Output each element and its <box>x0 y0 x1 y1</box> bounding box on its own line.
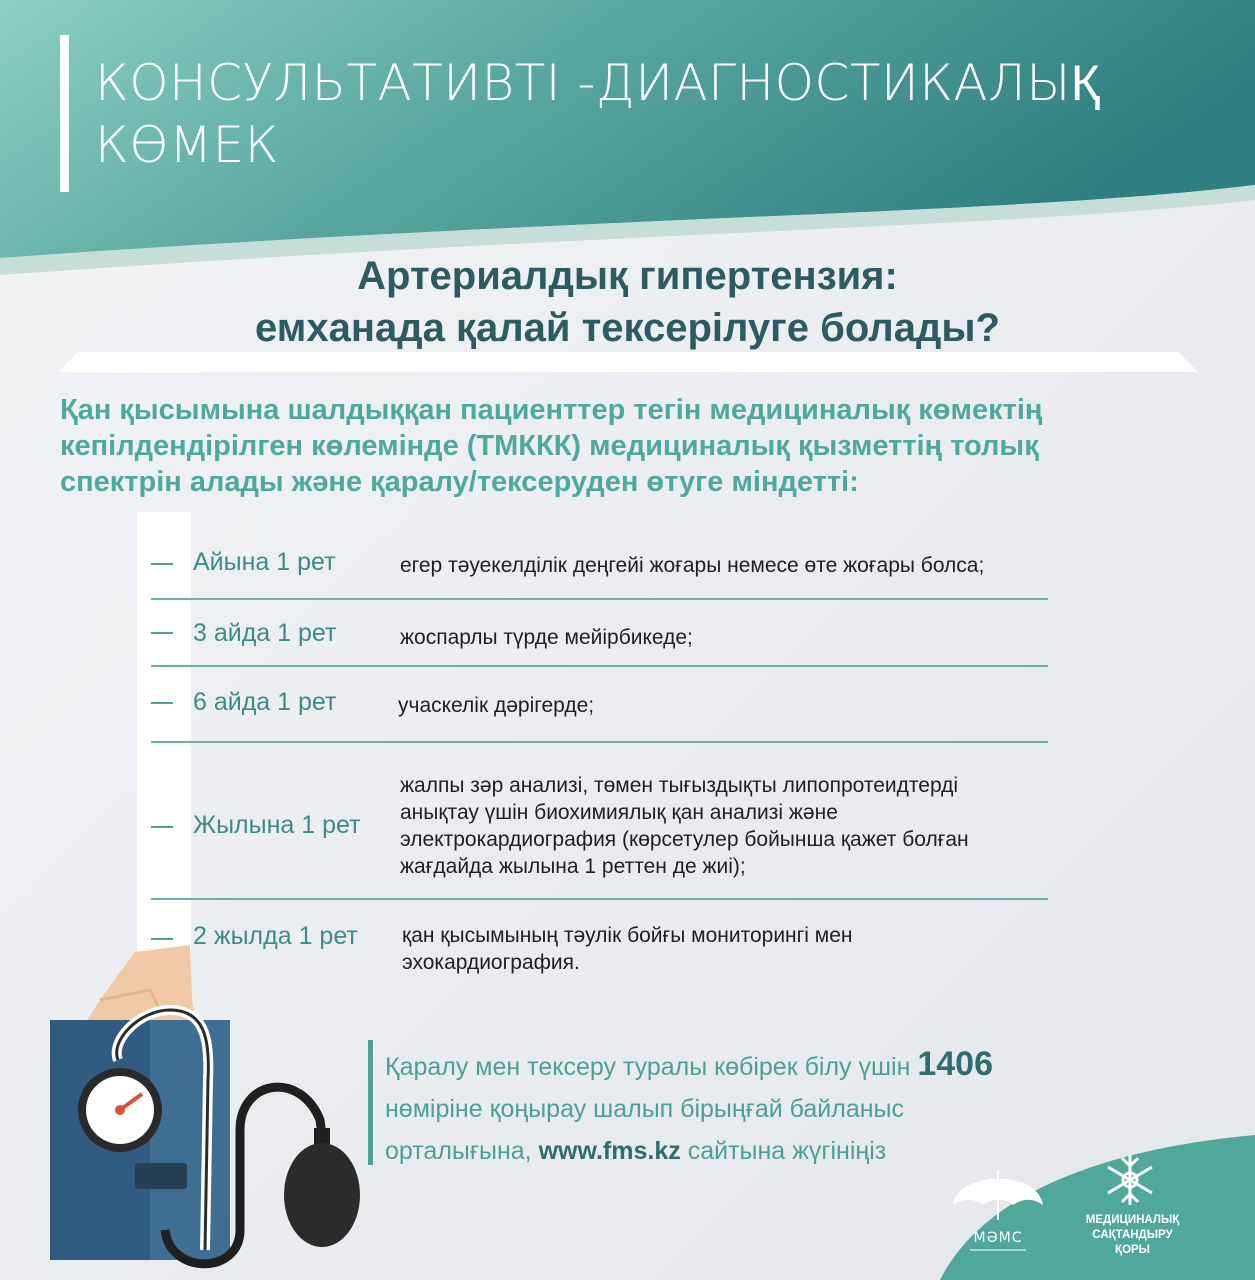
schedule-desc-line: учаскелік дәрігерде; <box>398 694 595 717</box>
subtitle-line-1: Артериалдық гипертензия: <box>357 254 898 298</box>
contact-text: Қаралу мен тексеру туралы көбірек білу үшін <box>385 1053 918 1081</box>
blood-pressure-monitor-illustration <box>0 930 380 1280</box>
row-divider <box>151 665 1048 667</box>
schedule-desc-line: жоспарлы түрде мейірбикеде; <box>400 626 693 649</box>
schedule-desc-line: жалпы зәр анализі, төмен тығыздықты липопротеидтерді <box>400 774 959 797</box>
row-divider <box>151 898 1048 900</box>
schedule-label-quarterly: 3 айда 1 рет <box>193 619 337 647</box>
row-divider <box>151 741 1048 743</box>
schedule-desc-line: анықтау үшін биохимиялық қан анализі және <box>400 801 838 824</box>
subtitle <box>0 250 1255 354</box>
fund-name <box>1070 1213 1195 1258</box>
mams-logo-label: МӘМС <box>973 1230 1023 1246</box>
umbrella-logo-icon <box>948 1150 1048 1278</box>
row-tick <box>151 702 173 704</box>
fund-name-line: МЕДИЦИНАЛЫҚ <box>1085 1214 1180 1226</box>
row-divider <box>151 598 1048 600</box>
row-tick <box>151 563 173 565</box>
title-accent-bar <box>60 35 69 192</box>
schedule-desc-line: қан қысымының тәулік бойғы мониторингі мен <box>402 924 853 947</box>
schedule-desc-line: жағдайда жылына 1 реттен де жиі); <box>400 855 746 878</box>
schedule-desc-quarterly <box>400 624 693 651</box>
cta-accent-bar <box>368 1040 373 1165</box>
contact-text: орталығына, <box>385 1137 539 1165</box>
schedule-desc-line: электрокардиография (көрсетулер бойынша қажет болған <box>400 828 969 851</box>
row-tick <box>151 632 173 634</box>
subtitle-shelf <box>58 352 1198 372</box>
page-title-line-1: КОНСУЛЬТАТИВТІ -ДИАГНОСТИКАЛЫҚ <box>95 54 1101 112</box>
schedule-desc-yearly <box>400 772 969 880</box>
schedule-label-biennial: 2 жылда 1 рет <box>193 922 358 950</box>
page-title <box>95 52 1100 176</box>
fund-name-line: САҚТАНДЫРУ <box>1092 1229 1173 1241</box>
subtitle-line-2: емханада қалай тексерілуге болады? <box>255 306 1000 350</box>
fund-name-line: ҚОРЫ <box>1115 1244 1150 1256</box>
schedule-desc-line: эхокардиография. <box>402 951 580 974</box>
intro-line-3: спектрін алады және қаралу/тексеруден өтуге міндетті: <box>60 466 859 498</box>
row-tick <box>151 826 173 828</box>
page-title-line-2: КӨМЕК <box>95 116 279 174</box>
contact-line-2: нөміріне қоңырау шалып бірыңғай байланыс <box>385 1095 905 1123</box>
schedule-desc-monthly <box>400 552 984 579</box>
schedule-desc-line: егер тәуекелділік деңгейі жоғары немесе өте жоғары болса; <box>400 554 985 577</box>
hotline-number[interactable]: 1406 <box>917 1045 993 1083</box>
snowflake-logo-icon <box>1100 1150 1160 1210</box>
contact-text: сайтына жүгініңіз <box>680 1137 887 1165</box>
schedule-label-monthly: Айына 1 рет <box>193 548 336 576</box>
schedule-desc-semiannual <box>398 692 594 719</box>
schedule-label-semiannual: 6 айда 1 рет <box>193 688 337 716</box>
schedule-desc-biennial <box>402 922 853 976</box>
website-link[interactable]: www.fms.kz <box>538 1137 681 1165</box>
bulb-icon <box>284 1143 360 1247</box>
intro-line-2: кепілдендірілген көлемінде (ТМККК) медициналық қызметтің толық <box>60 430 1039 462</box>
intro-text <box>60 392 1210 500</box>
intro-line-1: Қан қысымына шалдыққан пациенттер тегін медициналық көмектің <box>60 394 1043 426</box>
schedule-label-yearly: Жылына 1 рет <box>193 811 361 839</box>
